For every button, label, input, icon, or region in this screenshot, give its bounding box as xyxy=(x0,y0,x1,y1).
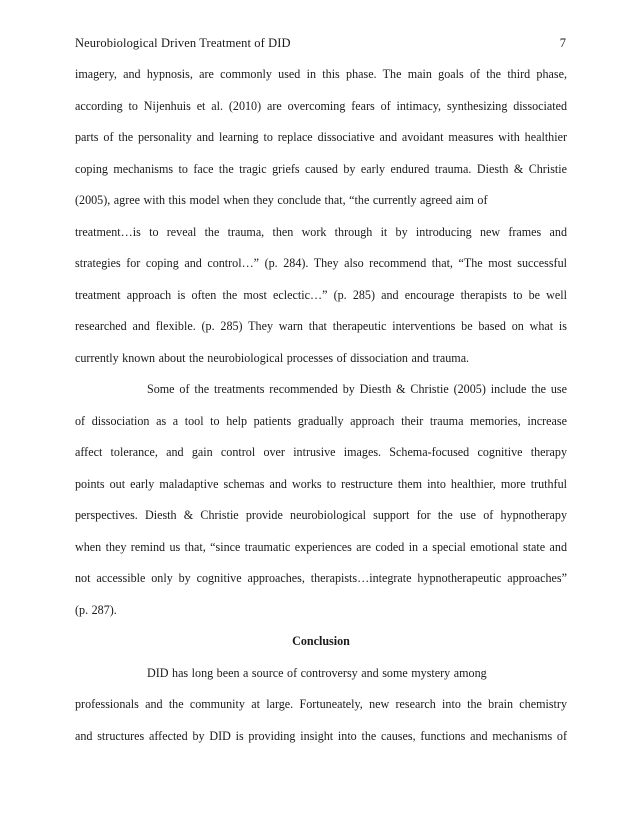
text-line: and structures affected by DID is providing insight into the causes, functions and mechanisms of xyxy=(75,728,567,743)
section-heading: Conclusion xyxy=(292,634,350,648)
text-line: DID has long been a source of controversy and some mystery among xyxy=(147,665,487,680)
text-line: treatment…is to reveal the trauma, then work through it by introducing new frames and xyxy=(75,224,567,239)
body-text xyxy=(75,64,567,757)
text-line: of dissociation as a tool to help patients gradually approach their trauma memories, increase xyxy=(75,413,567,428)
text-line: perspectives. Diesth & Christie provide neurobiological support for the use of hypnotherapy xyxy=(75,508,567,522)
text-line: (2005), agree with this model when they conclude that, “the currently agreed aim of xyxy=(75,193,488,207)
text-line: when they remind us that, “since traumatic experiences are coded in a special emotional state and xyxy=(75,539,567,554)
text-line: treatment approach is often the most eclectic…” (p. 285) and encourage therapists to be well xyxy=(75,287,567,302)
text-line: currently known about the neurobiological processes of dissociation and trauma. xyxy=(75,350,470,365)
text-line: coping mechanisms to face the tragic griefs caused by early endured trauma. Diesth & Christie xyxy=(75,161,567,176)
paragraph-treatments xyxy=(75,379,567,631)
page-number: 7 xyxy=(559,36,566,50)
text-line: affect tolerance, and gain control over intrusive images. Schema-focused cognitive therapy xyxy=(75,445,567,459)
paragraph-continuation xyxy=(75,64,567,379)
text-line: not accessible only by cognitive approaches, therapists…integrate hypnotherapeutic approaches” xyxy=(75,571,567,585)
running-head: Neurobiological Driven Treatment of DID xyxy=(75,36,291,50)
text-line: points out early maladaptive schemas and works to restructure them into healthier, more truthful xyxy=(75,476,567,491)
text-line: (p. 287). xyxy=(75,602,117,617)
text-line: according to Nijenhuis et al. (2010) are overcoming fears of intimacy, synthesizing dissociated xyxy=(75,98,567,113)
text-line: strategies for coping and control…” (p. 284). They also recommend that, “The most successful xyxy=(75,256,567,270)
text-line: Some of the treatments recommended by Diesth & Christie (2005) include the use xyxy=(147,382,567,396)
text-line: professionals and the community at large. Fortuneately, new research into the brain chemistry xyxy=(75,697,567,711)
text-line: parts of the personality and learning to replace dissociative and avoidant measures with healthier xyxy=(75,130,567,144)
text-line: imagery, and hypnosis, are commonly used in this phase. The main goals of the third phase, xyxy=(75,67,567,81)
text-line: researched and flexible. (p. 285) They warn that therapeutic interventions be based on what is xyxy=(75,319,567,333)
paragraph-conclusion xyxy=(75,663,567,758)
